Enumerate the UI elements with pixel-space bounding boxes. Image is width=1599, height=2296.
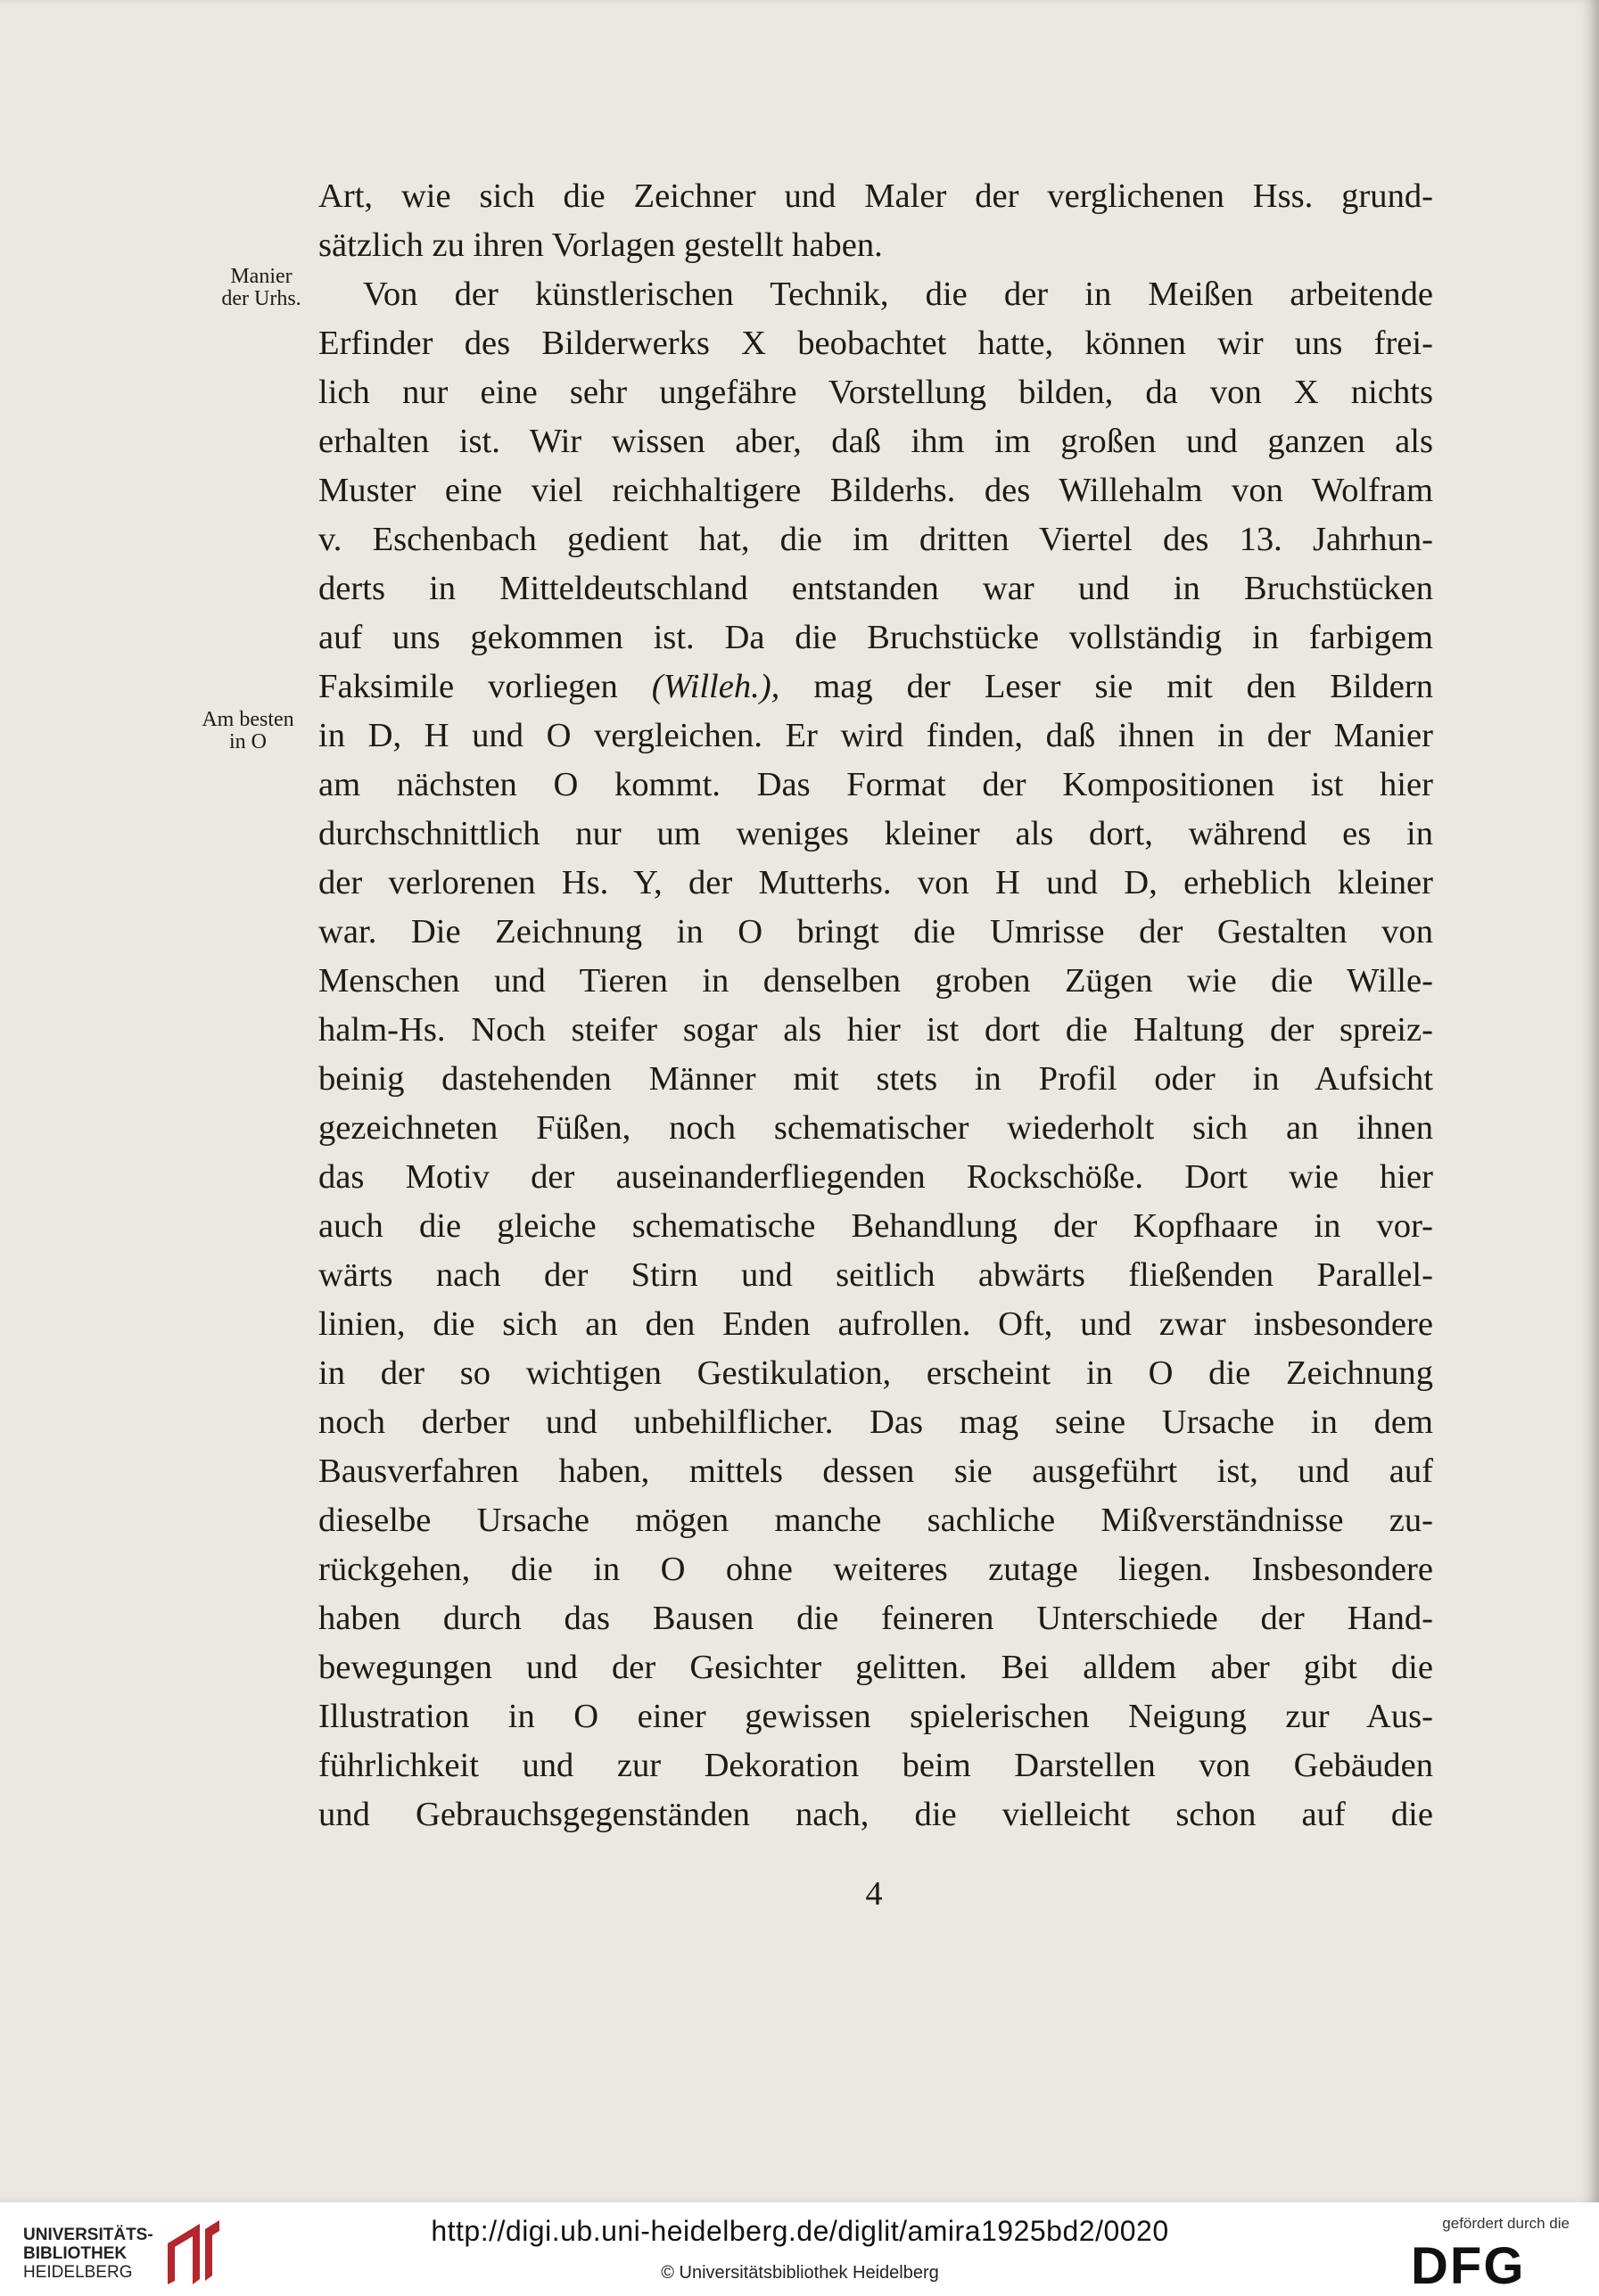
page-number: 4 (865, 1875, 883, 1913)
text-line: führlichkeit und zur Dekoration beim Darstellen von Gebäuden (318, 1747, 1433, 1784)
text-line: gezeichneten Füßen, noch schematischer wiederholt sich an ihnen (318, 1109, 1433, 1147)
library-name-line: BIBLIOTHEK (23, 2244, 128, 2263)
library-name-line: UNIVERSITÄTS- (23, 2226, 153, 2244)
footer-bar (0, 2202, 1599, 2295)
text-line: und Gebrauchsgegenständen nach, die vielleicht schon auf die (318, 1796, 1433, 1833)
copyright-notice: © Universitätsbibliothek Heidelberg (661, 2263, 939, 2283)
text-line: in D, H und O vergleichen. Er wird finden, daß ihnen in der Manier (318, 717, 1433, 754)
text-line: Menschen und Tieren in denselben groben Zügen wie die Wille- (318, 962, 1433, 1000)
text-line: Art, wie sich die Zeichner und Maler der verglichenen Hss. grund- (318, 177, 1433, 215)
text-line: v. Eschenbach gedient hat, die im dritten Viertel des 13. Jahrhun- (318, 521, 1433, 558)
text-line: war. Die Zeichnung in O bringt die Umrisse der Gestalten von (318, 913, 1433, 950)
margin-note-line: in O (229, 730, 267, 753)
text-line: Muster eine viel reichhaltigere Bilderhs. des Willehalm von Wolfram (318, 472, 1433, 509)
margin-note-line: Am besten (202, 708, 294, 731)
text-line: beinig dastehenden Männer mit stets in Profil oder in Aufsicht (318, 1060, 1433, 1098)
text-line: haben durch das Bausen die feineren Unterschiede der Hand- (318, 1600, 1433, 1637)
text-line: das Motiv der auseinanderfliegenden Rockschöße. Dort wie hier (318, 1158, 1433, 1196)
text-line: durchschnittlich nur um weniges kleiner als dort, während es in (318, 815, 1433, 852)
margin-note-am-besten (172, 709, 324, 753)
text-line: dieselbe Ursache mögen manche sachliche Mißverständnisse zu- (318, 1502, 1433, 1539)
text-line: Illustration in O einer gewissen spielerischen Neigung zur Aus- (318, 1698, 1433, 1735)
permalink-url[interactable]: http://digi.ub.uni-heidelberg.de/diglit/amira1925bd2/0020 (431, 2215, 1169, 2247)
text-line: auch die gleiche schematische Behandlung der Kopfhaare in vor- (318, 1207, 1433, 1245)
text-line: lich nur eine sehr ungefähre Vorstellung bilden, da von X nichts (318, 374, 1433, 411)
text-line: Bausverfahren haben, mittels dessen sie ausgeführt ist, und auf (318, 1452, 1433, 1490)
text-line: linien, die sich an den Enden aufrollen. Oft, und zwar insbesondere (318, 1305, 1433, 1343)
library-name (23, 2226, 153, 2282)
text-line: noch derber und unbehilflicher. Das mag seine Ursache in dem (318, 1403, 1433, 1441)
dfg-logo: DFG (1411, 2237, 1526, 2295)
margin-note-manier (185, 266, 337, 310)
text-line: sätzlich zu ihren Vorlagen gestellt haben. (318, 226, 883, 264)
text-line: in der so wichtigen Gestikulation, erscheint in O die Zeichnung (318, 1354, 1433, 1392)
text-line: Von der künstlerischen Technik, die der in Meißen arbeitende (363, 276, 1433, 313)
text-line (318, 662, 1433, 712)
text-line: auf uns gekommen ist. Da die Bruchstücke vollständig in farbigem (318, 619, 1433, 656)
library-name-line: HEIDELBERG (23, 2263, 133, 2282)
citation-abbreviation: (Willeh.), (651, 668, 780, 705)
text-line: der verlorenen Hs. Y, der Mutterhs. von H und D, erheblich kleiner (318, 864, 1433, 901)
text-line: am nächsten O kommt. Das Format der Kompositionen ist hier (318, 766, 1433, 803)
text-line: derts in Mitteldeutschland entstanden war und in Bruchstücken (318, 570, 1433, 607)
text-line-part: Faksimile vorliegen (318, 668, 652, 705)
text-line: rückgehen, die in O ohne weiteres zutage liegen. Insbesondere (318, 1551, 1433, 1588)
text-line-part: mag der Leser sie mit den Bildern (779, 668, 1434, 705)
text-line: erhalten ist. Wir wissen aber, daß ihm im großen und ganzen als (318, 423, 1433, 460)
text-line: bewegungen und der Gesichter gelitten. Bei alldem aber gibt die (318, 1649, 1433, 1686)
text-line: halm-Hs. Noch steifer sogar als hier ist dort die Haltung der spreiz- (318, 1011, 1433, 1049)
text-line: Erfinder des Bilderwerks X beobachtet hatte, können wir uns frei- (318, 325, 1433, 362)
funded-by-label: gefördert durch die (1442, 2215, 1570, 2232)
margin-note-line: Manier (230, 265, 293, 288)
body-text (318, 172, 1433, 1839)
text-line: wärts nach der Stirn und seitlich abwärts fließenden Parallel- (318, 1256, 1433, 1294)
margin-note-line: der Urhs. (221, 287, 301, 310)
library-logo-icon (161, 2218, 225, 2288)
